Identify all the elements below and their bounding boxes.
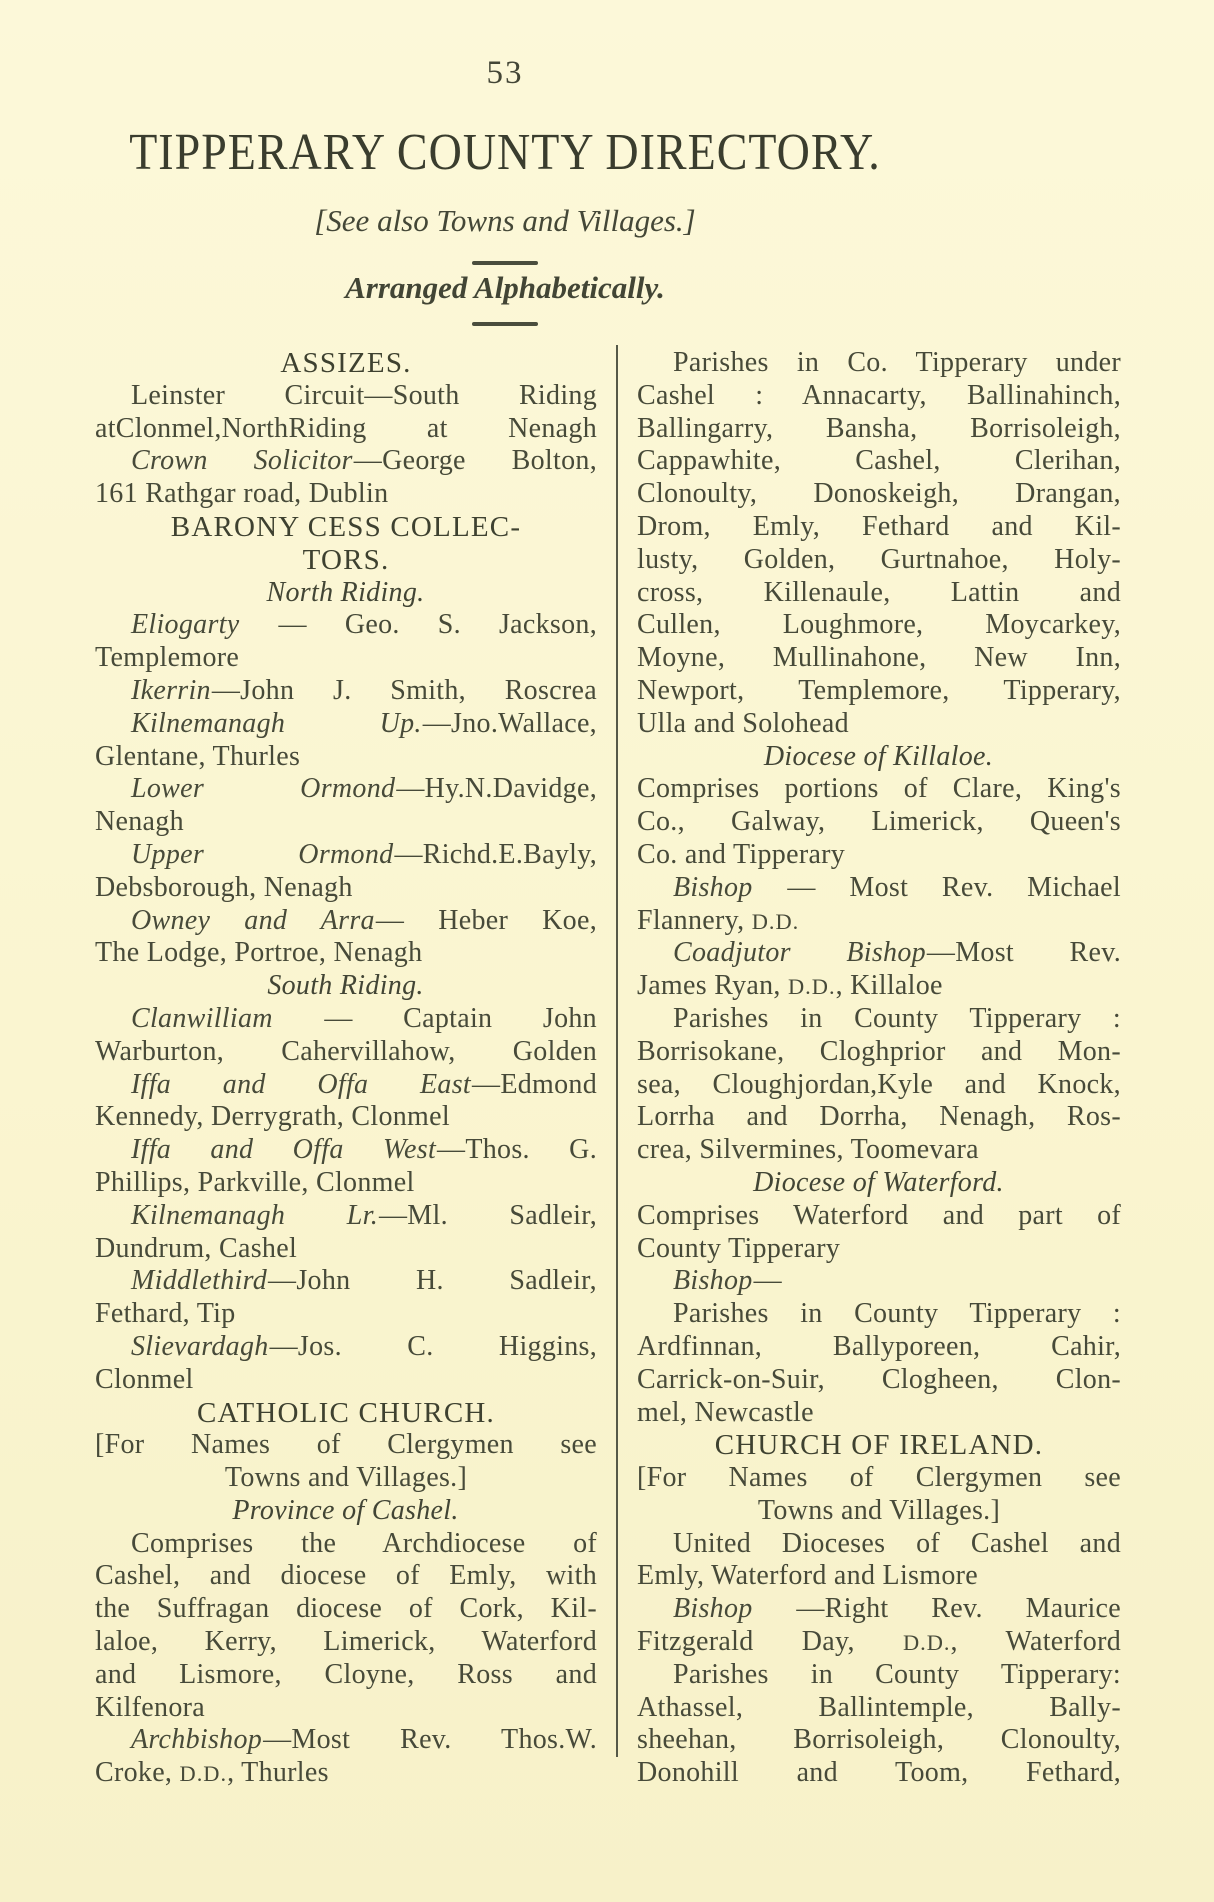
- text-line: James Ryan, D.D., Killaloe: [637, 970, 943, 1002]
- directory-paragraph: [95, 1331, 597, 1397]
- column-right: [637, 347, 1121, 1790]
- text-line: Bishop — Most Rev. Michael: [673, 871, 1121, 903]
- text-line: Parishes in County Tipperary :: [673, 1298, 1121, 1330]
- text-line: Flannery, D.D.: [637, 904, 800, 936]
- directory-paragraph: [637, 1593, 1121, 1659]
- text-line: the Suffragan diocese of Cork, Kil-: [95, 1593, 597, 1625]
- text-line: mel, Newcastle: [637, 1396, 814, 1428]
- italic-heading: [95, 970, 597, 1003]
- directory-paragraph: [637, 1200, 1121, 1266]
- text-line: South Riding.: [267, 970, 424, 1002]
- text-line: [For Names of Clergymen see: [637, 1462, 1121, 1494]
- text-line: Iffa and Offa East—Edmond: [131, 1068, 597, 1100]
- directory-paragraph: [95, 1003, 597, 1069]
- text-line: Clonoulty, Donoskeigh, Drangan,: [637, 478, 1121, 510]
- text-line: Cappawhite, Cashel, Clerihan,: [637, 445, 1121, 477]
- text-line: Co., Galway, Limerick, Queen's: [637, 806, 1121, 838]
- column-left: [95, 347, 597, 1790]
- text-line: County Tipperary: [637, 1232, 841, 1264]
- text-line: Cashel, and diocese of Emly, with: [95, 1560, 597, 1592]
- text-line: Glentane, Thurles: [95, 740, 301, 772]
- text-line: Phillips, Parkville, Clonmel: [95, 1166, 415, 1198]
- text-line: Emly, Waterford and Lismore: [637, 1560, 978, 1592]
- text-line: [For Names of Clergymen see: [95, 1429, 597, 1461]
- text-line: and Lismore, Cloyne, Ross and: [95, 1658, 597, 1690]
- text-line: Parishes in Co. Tipperary under: [673, 347, 1121, 378]
- directory-paragraph: [95, 675, 597, 708]
- text-line: Diocese of Waterford.: [753, 1166, 1004, 1198]
- text-line: Province of Cashel.: [232, 1494, 459, 1526]
- directory-paragraph: [95, 1724, 597, 1790]
- directory-paragraph: [95, 1134, 597, 1200]
- text-line: Kilnemanagh Up.—Jno.Wallace,: [131, 707, 597, 739]
- text-line: Fitzgerald Day, D.D., Waterford: [637, 1626, 1121, 1658]
- directory-paragraph: [95, 1265, 597, 1331]
- text-line: TORS.: [302, 543, 390, 576]
- text-line: United Dioceses of Cashel and: [673, 1527, 1121, 1559]
- divider-rule-bottom: [472, 322, 538, 326]
- text-line: crea, Silvermines, Toomevara: [637, 1134, 979, 1166]
- text-line: Donohill and Toom, Fethard,: [637, 1757, 1121, 1789]
- text-line: Croke, D.D., Thurles: [95, 1757, 329, 1789]
- text-line: Drom, Emly, Fethard and Kil-: [637, 510, 1121, 542]
- text-line: The Lodge, Portroe, Nenagh: [95, 937, 423, 969]
- text-line: Ardfinnan, Ballyporeen, Cahir,: [637, 1330, 1121, 1362]
- divider-rule-top: [472, 261, 538, 265]
- text-line: Leinster Circuit—South Riding: [131, 379, 597, 411]
- text-line: Ikerrin—John J. Smith, Roscrea: [131, 674, 597, 706]
- text-line: Ballingarry, Bansha, Borrisoleigh,: [637, 412, 1121, 444]
- text-line: BARONY CESS COLLEC-: [170, 510, 522, 543]
- text-line: Warburton, Cahervillahow, Golden: [95, 1035, 597, 1067]
- text-line: CHURCH OF IRELAND.: [714, 1429, 1044, 1462]
- text-line: Cashel : Annacarty, Ballinahinch,: [637, 379, 1121, 411]
- directory-paragraph: [95, 905, 597, 971]
- text-line: Iffa and Offa West—Thos. G.: [131, 1134, 598, 1166]
- directory-paragraph: [95, 708, 597, 774]
- section-heading: [95, 511, 597, 577]
- text-line: Towns and Villages.]: [757, 1494, 1001, 1526]
- text-line: Owney and Arra— Heber Koe,: [131, 904, 597, 936]
- text-line: Eliogarty — Geo. S. Jackson,: [131, 609, 597, 641]
- directory-paragraph: [637, 1659, 1121, 1790]
- directory-paragraph: [637, 937, 1121, 1003]
- directory-paragraph: [637, 1298, 1121, 1429]
- italic-heading: [95, 577, 597, 610]
- section-heading: [95, 347, 597, 380]
- text-line: Coadjutor Bishop—Most Rev.: [673, 937, 1121, 969]
- text-line: Clonmel: [95, 1363, 194, 1395]
- arranged-note: Arranged Alphabetically.: [345, 270, 665, 305]
- text-line: ASSIZES.: [280, 347, 412, 379]
- text-line: Crown Solicitor—George Bolton,: [131, 445, 597, 477]
- directory-paragraph: [95, 1200, 597, 1266]
- directory-paragraph: [637, 872, 1121, 938]
- text-line: Clanwilliam — Captain John: [131, 1002, 597, 1034]
- directory-paragraph: [95, 380, 597, 446]
- text-line: Carrick-on-Suir, Clogheen, Clon-: [637, 1363, 1121, 1395]
- text-line: Towns and Villages.]: [224, 1462, 468, 1494]
- text-line: Debsborough, Nenagh: [95, 871, 353, 903]
- directory-paragraph: [95, 1069, 597, 1135]
- italic-heading: [637, 741, 1121, 774]
- text-line: sea, Cloughjordan,Kyle and Knock,: [637, 1068, 1121, 1100]
- text-line: Lorrha and Dorrha, Nenagh, Ros-: [637, 1101, 1121, 1133]
- text-line: Parishes in County Tipperary :: [673, 1002, 1121, 1034]
- text-line: Athassel, Ballintemple, Bally-: [637, 1691, 1121, 1723]
- text-line: North Riding.: [266, 576, 425, 608]
- directory-paragraph: [637, 1528, 1121, 1594]
- directory-paragraph: [637, 1462, 1121, 1528]
- text-line: atClonmel,NorthRiding at Nenagh: [95, 412, 597, 444]
- directory-paragraph: [637, 773, 1121, 871]
- text-line: sheehan, Borrisoleigh, Clonoulty,: [637, 1724, 1121, 1756]
- text-line: Parishes in County Tipperary:: [673, 1658, 1121, 1690]
- directory-paragraph: [95, 839, 597, 905]
- italic-heading: [637, 1167, 1121, 1200]
- page-subtitle: [See also Towns and Villages.]: [314, 203, 696, 238]
- directory-paragraph: [637, 347, 1121, 741]
- italic-heading: [95, 1495, 597, 1528]
- text-line: Dundrum, Cashel: [95, 1232, 298, 1264]
- text-line: Archbishop—Most Rev. Thos.W.: [131, 1724, 597, 1756]
- text-line: 161 Rathgar road, Dublin: [95, 478, 389, 510]
- text-line: Diocese of Killaloe.: [763, 740, 994, 772]
- text-line: Comprises the Archdiocese of: [131, 1527, 597, 1559]
- text-line: Lower Ormond—Hy.N.Davidge,: [131, 773, 597, 805]
- text-line: Fethard, Tip: [95, 1298, 236, 1330]
- text-line: Upper Ormond—Richd.E.Bayly,: [131, 838, 597, 870]
- text-line: Co. and Tipperary: [637, 838, 846, 870]
- text-line: Bishop—: [673, 1265, 782, 1297]
- column-divider: [616, 345, 618, 1757]
- text-line: Kilfenora: [95, 1691, 205, 1723]
- text-line: Slievardagh—Jos. C. Higgins,: [131, 1330, 597, 1362]
- text-line: Templemore: [95, 642, 240, 674]
- text-line: Comprises portions of Clare, King's: [637, 773, 1121, 805]
- directory-paragraph: [95, 1429, 597, 1495]
- text-line: laloe, Kerry, Limerick, Waterford: [95, 1626, 597, 1658]
- text-line: Nenagh: [95, 806, 184, 838]
- page-title: TIPPERARY COUNTY DIRECTORY.: [129, 123, 881, 181]
- page-number: 53: [486, 55, 524, 91]
- directory-paragraph: [637, 1265, 1121, 1298]
- text-line: Bishop —Right Rev. Maurice: [673, 1593, 1121, 1625]
- text-line: Newport, Templemore, Tipperary,: [637, 674, 1121, 706]
- section-heading: [95, 1397, 597, 1430]
- directory-paragraph: [637, 1003, 1121, 1167]
- text-line: CATHOLIC CHURCH.: [197, 1396, 495, 1429]
- text-line: Moyne, Mullinahone, New Inn,: [637, 642, 1121, 674]
- directory-paragraph: [95, 609, 597, 675]
- text-line: cross, Killenaule, Lattin and: [637, 576, 1121, 608]
- directory-paragraph: [95, 773, 597, 839]
- section-heading: [637, 1429, 1121, 1462]
- text-line: Kennedy, Derrygrath, Clonmel: [95, 1101, 450, 1133]
- directory-paragraph: [95, 445, 597, 511]
- text-line: Cullen, Loughmore, Moycarkey,: [637, 609, 1121, 641]
- text-line: Borrisokane, Cloghprior and Mon-: [637, 1035, 1121, 1067]
- text-line: lusty, Golden, Gurtnahoe, Holy-: [637, 543, 1121, 575]
- directory-paragraph: [95, 1528, 597, 1725]
- text-line: Kilnemanagh Lr.—Ml. Sadleir,: [131, 1199, 598, 1231]
- text-line: Middlethird—John H. Sadleir,: [131, 1265, 597, 1297]
- text-line: Comprises Waterford and part of: [637, 1199, 1121, 1231]
- text-line: Ulla and Solohead: [637, 707, 849, 739]
